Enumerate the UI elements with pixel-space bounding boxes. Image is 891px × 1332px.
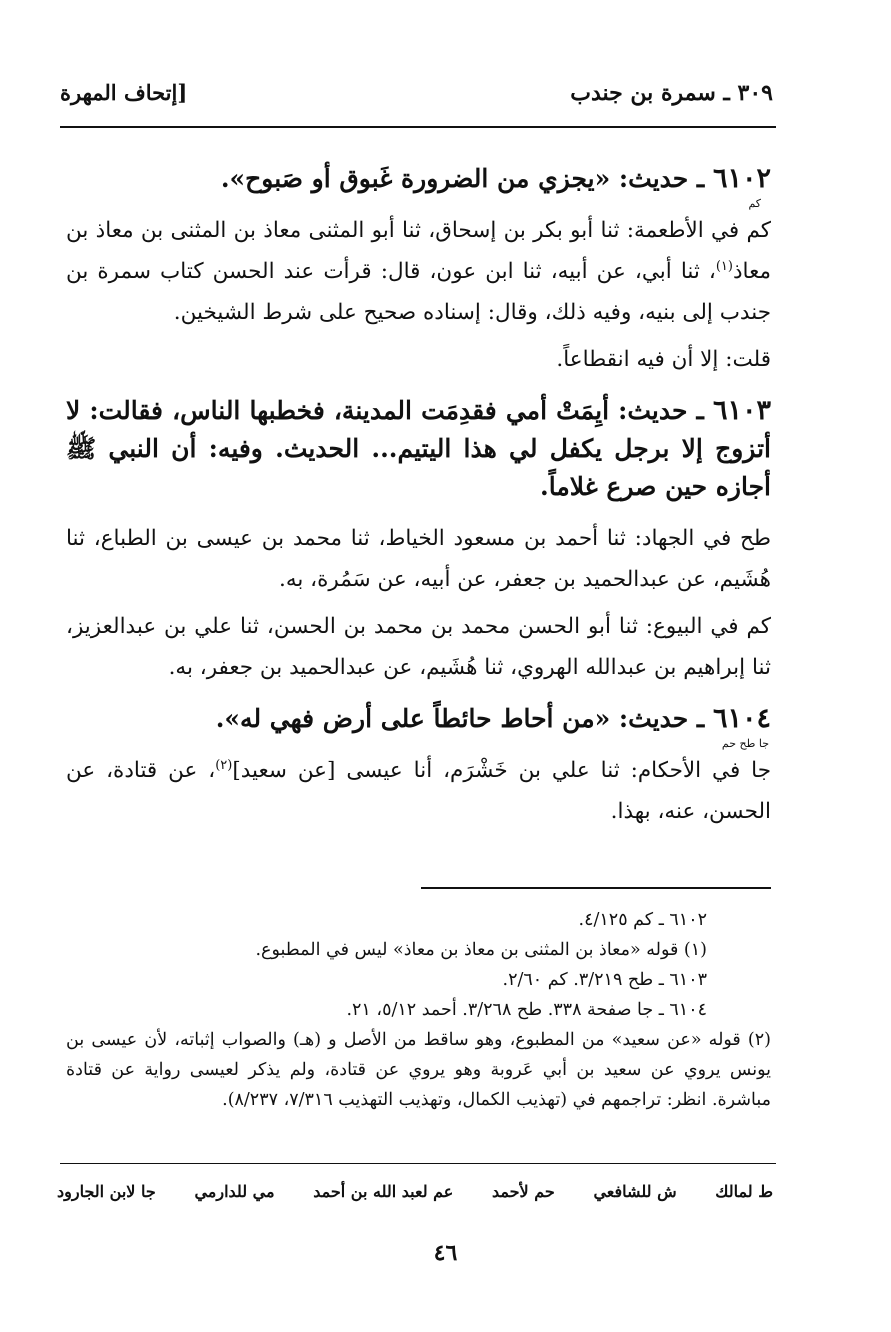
footnote-marker: (١) [715,258,733,274]
isnad-paragraph: كم في البيوع: ثنا أبو الحسن محمد بن محمد بن الحسن، ثنا علي بن عبدالعزيز، ثنا إبراهيم بن عبدالله الهروي، ثنا هُشَيم، عن عبدالحميد بن جعفر، به. [66,614,771,680]
sigla-line [66,198,771,210]
footnote-line: (١) قوله «معاذ بن المثنى بن معاذ بن معاذ» ليس في المطبوع. [255,940,707,960]
isnad-paragraph: جا في الأحكام: ثنا علي بن خَشْرَم، أنا عيسى [عن سعيد]$^{(٢)}$، عن قتادة، عن الحسن، عنه، بهذا. [66,757,771,824]
comment-paragraph: قلت: إلا أن فيه انقطاعاً. [556,347,771,372]
source-sigla: كم [748,197,761,210]
isnad-paragraph: كم في الأطعمة: ثنا أبو بكر بن إسحاق، ثنا أبو المثنى معاذ بن المثنى بن معاذ بن معاذ$^{(١)}$، ثنا أبي، عن أبيه، ثنا ابن عون، قال: قرأت عند الحسن كتاب سمرة بن جندب إلى بنيه، وفيه ذلك، وقال: إسناده صحيح على شرط الشيخين. [66,218,771,325]
abbreviation-item: مي للدارمي [194,1182,275,1201]
hadith-title-6103 [66,392,771,506]
hadith-number: ٦١٠٤ [712,703,771,734]
sigla-line [66,738,771,750]
footnote-rule [421,887,771,889]
hadith-number: ٦١٠٣ [712,395,771,426]
main-text [66,160,771,832]
page-number: ٤٦ [433,1240,458,1266]
footnote-line: ٦١٠٢ ـ كم ٤/١٢٥. [578,910,707,930]
abbreviation-item: عم لعبد الله بن أحمد [313,1182,454,1201]
hadith-heading: ـ حديث: أيِمَتْ أمي فقدِمَت المدينة، فخطبها الناس، فقالت: لا أتزوج إلا برجل يكفل لي هذا اليتيم... الحديث. وفيه: أن النبي ﷺ أجازه حين صرع غلاماً. [66,396,771,501]
footnotes [66,905,771,1115]
header-rule [60,126,776,128]
source-sigla: جا طح حم [721,737,769,750]
abbreviation-item: ط لمالك [715,1182,773,1201]
isnad-paragraph: طح في الجهاد: ثنا أحمد بن مسعود الخياط، ثنا محمد بن عيسى بن الطباع، ثنا هُشَيم، عن عبدالحميد بن جعفر، عن أبيه، عن سَمُرة، به. [66,526,771,592]
hadith-title-6104 [66,700,771,738]
hadith-heading: ـ حديث: «يجزي من الضرورة غَبوق أو صَبوح». [220,164,705,193]
footnote-paragraph: (٢) قوله «عن سعيد» من المطبوع، وهو ساقط من الأصل و (هـ) والصواب إثباته، لأن عيسى بن يونس يروي عن سعيد بن أبي عَروبة وهو يروي عن قتادة، ولم يذكر لعيسى رواية عن قتادة مباشرة. انظر: تراجمهم في (تهذيب الكمال، وتهذيب التهذيب ٧/٣١٦، ٨/٢٣٧). [66,1030,771,1110]
hadith-heading: ـ حديث: «من أحاط حائطاً على أرض فهي له». [215,704,705,733]
abbreviation-item: جا لابن الجارود [57,1182,156,1201]
footnote-marker: (٢) [215,757,233,773]
hadith-number: ٦١٠٢ [712,163,771,194]
abbreviations-key [57,1182,773,1201]
section-header: ٣٠٩ ـ سمرة بن جندب [570,80,773,106]
hadith-title-6102 [66,160,771,198]
footnote-line: ٦١٠٣ ـ طح ٣/٢١٩. كم ٢/٦٠. [502,970,707,990]
abbreviation-item: حم لأحمد [492,1182,555,1201]
book-title-header: [إتحاف المهرة [60,80,188,105]
abbreviation-item: ش للشافعي [593,1182,677,1201]
footnote-line: ٦١٠٤ ـ جا صفحة ٣٣٨. طح ٣/٢٦٨. أحمد ٥/١٢، ٢١. [346,1000,707,1020]
abbreviations-rule [60,1163,776,1164]
